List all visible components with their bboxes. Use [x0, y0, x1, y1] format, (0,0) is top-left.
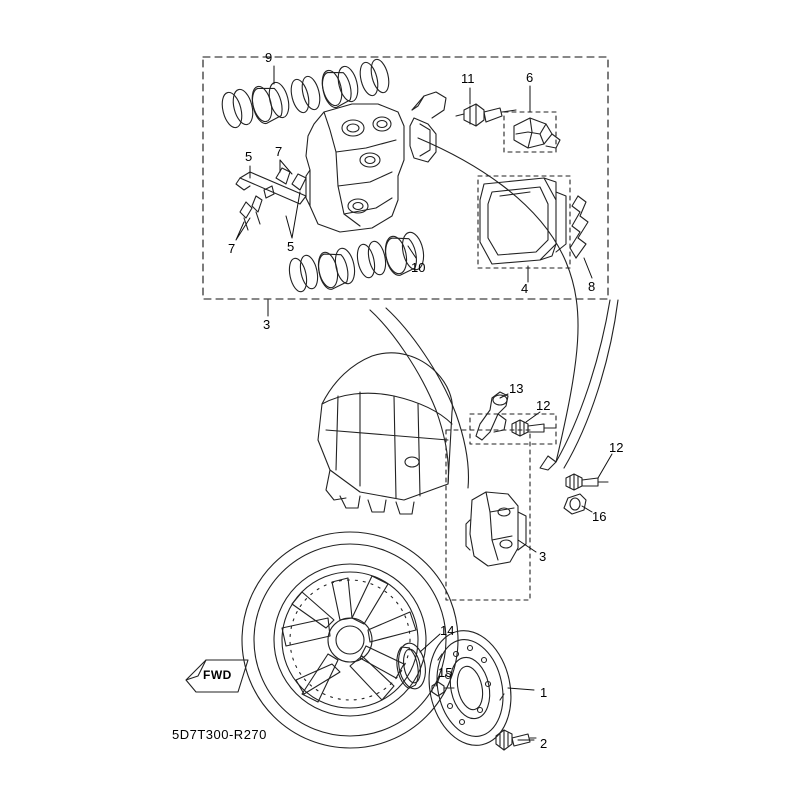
callout-3-lower: 3	[539, 549, 547, 564]
brake-caliper-body	[306, 104, 404, 232]
pad-spring-clip	[570, 196, 588, 258]
callout-7-lower: 7	[228, 241, 236, 256]
callout-14: 14	[440, 623, 455, 638]
callout-5-lower: 5	[287, 239, 295, 254]
callout-7-upper: 7	[275, 144, 283, 159]
callout-15: 15	[438, 665, 453, 680]
callout-2: 2	[540, 736, 548, 751]
callout-16: 16	[592, 509, 607, 524]
callout-10: 10	[411, 260, 426, 275]
washer-16	[564, 494, 586, 514]
leader-lines	[236, 66, 612, 740]
callout-13: 13	[509, 381, 524, 396]
callout-11: 11	[461, 71, 475, 86]
bleed-screw	[456, 104, 516, 126]
piston-seal-set-lower	[287, 230, 427, 293]
callout-12-lower: 12	[609, 440, 624, 455]
callout-6: 6	[526, 70, 534, 85]
part-code-label: 5D7T300-R270	[172, 727, 267, 742]
brake-pad-set	[480, 178, 566, 264]
callout-4: 4	[521, 281, 529, 296]
bolt-12-lower	[566, 474, 608, 490]
dash-box-item3-lower	[446, 430, 530, 600]
callout-5-upper: 5	[245, 149, 253, 164]
fwd-label: FWD	[203, 668, 232, 682]
callout-9: 9	[265, 50, 273, 65]
bolt-12-upper	[512, 420, 556, 436]
front-wheel	[242, 532, 458, 748]
callout-3-upper: 3	[263, 317, 271, 332]
callout-1: 1	[540, 685, 548, 700]
front-fender	[318, 308, 469, 514]
bleed-screw-cap	[514, 118, 560, 148]
callout-12-upper: 12	[536, 398, 551, 413]
hose-clamp-bracket	[476, 392, 508, 440]
brake-disc	[419, 623, 521, 753]
brake-hose-fitting	[410, 92, 446, 162]
callout-8: 8	[588, 279, 596, 294]
mounted-brake-caliper	[466, 492, 526, 566]
piston-seal-set-upper	[219, 58, 392, 130]
